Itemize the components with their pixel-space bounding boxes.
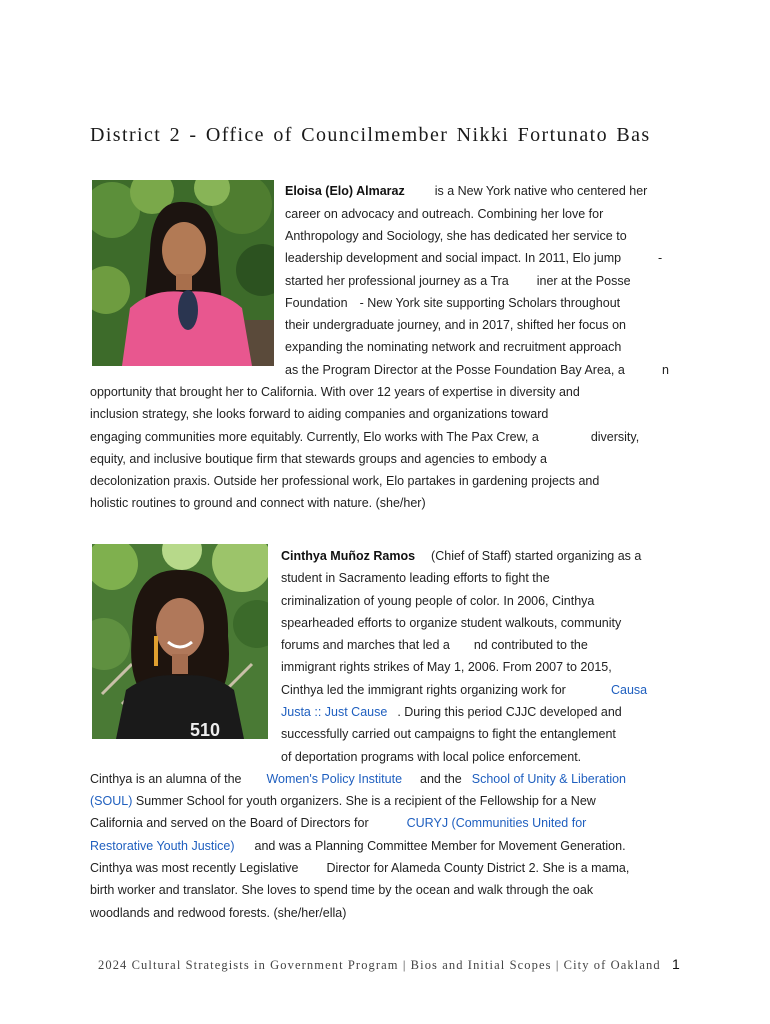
bio2-line-15 (90, 860, 629, 876)
bio2-text: nd contributed to the (473, 638, 588, 652)
bio1-line-8: expanding the nominating network and recruitment approach (285, 340, 622, 354)
bio1-line-9-end: n (662, 363, 669, 377)
svg-text:510: 510 (190, 720, 221, 739)
bio2-name: Cinthya Muñoz Ramos (281, 549, 416, 563)
bio2-line-12 (90, 793, 596, 809)
bio1-text: started her professional journey as a Tra (285, 274, 509, 288)
bio2-line-3: criminalization of young people of color. In 2006, Cinthya (281, 594, 595, 608)
photo-eloisa (92, 180, 274, 366)
bio1-line-6 (285, 295, 620, 311)
bio2-line-13 (90, 815, 586, 831)
page-number: 1 (672, 956, 680, 972)
bio1-line-11: inclusion strategy, she looks forward to aiding companies and organizations toward (90, 407, 549, 421)
bio2-line-6: immigrant rights strikes of May 1, 2006. From 2007 to 2015, (281, 660, 612, 674)
curyj-link[interactable]: CURYJ (Communities United for (406, 816, 587, 830)
bio2-line-1 (281, 548, 641, 564)
photo-cinthya (92, 544, 268, 739)
bio1-text: iner at the Posse (536, 274, 631, 288)
bio2-text: and was a Planning Committee Member for Movement Generation. (254, 839, 626, 853)
womens-policy-institute-link[interactable]: Women's Policy Institute (266, 772, 403, 786)
bio2-text: Summer School for youth organizers. She is a recipient of the Fellowship for a New (135, 794, 596, 808)
bio2-line-17: woodlands and redwood forests. (she/her/ella) (90, 906, 347, 920)
bio2-text: and the (420, 772, 462, 786)
bio1-line-13: equity, and inclusive boutique firm that stewards groups and agencies to embody a (90, 452, 547, 466)
bio2-line-7: Cinthya led the immigrant rights organizing work for (281, 683, 566, 697)
bio2-line-10: of deportation programs with local police enforcement. (281, 750, 582, 764)
bio2-text: forums and marches that led a (281, 638, 450, 652)
bio2-line-9: successfully carried out campaigns to fight the entanglement (281, 727, 616, 741)
bio2-text: . During this period CJJC developed and (397, 705, 622, 719)
bio1-line-9: as the Program Director at the Posse Foundation Bay Area, a (285, 363, 625, 377)
bio1-line-10: opportunity that brought her to California. With over 12 years of expertise in diversity and (90, 385, 580, 399)
bio1-text: diversity, (590, 430, 640, 444)
bio1-line-5 (285, 273, 631, 289)
bio2-line-16: birth worker and translator. She loves to spend time by the ocean and walk through the oak (90, 883, 594, 897)
bio1-line-14: decolonization praxis. Outside her professional work, Elo partakes in gardening projects and (90, 474, 600, 488)
bio2-line-5 (281, 637, 588, 653)
bio1-line-1 (285, 183, 647, 199)
bio1-line-7: their undergraduate journey, and in 2017, shifted her focus on (285, 318, 626, 332)
bio2-line-2: student in Sacramento leading efforts to fight the (281, 571, 550, 585)
bio2-line-8 (281, 704, 622, 720)
bio1-text: engaging communities more equitably. Currently, Elo works with The Pax Crew, a (90, 430, 539, 444)
bio2-text: California and served on the Board of Directors for (90, 816, 369, 830)
school-of-unity-link[interactable]: School of Unity & Liberation (471, 772, 627, 786)
bio2-text: Director for Alameda County District 2. She is a mama, (326, 861, 630, 875)
curyj-link-cont[interactable]: Restorative Youth Justice) (90, 839, 235, 853)
bio1-text: is a New York native who centered her (434, 184, 648, 198)
bio2-line-4: spearheaded efforts to organize student walkouts, community (281, 616, 622, 630)
bio2-text: (Chief of Staff) started organizing as a (431, 549, 642, 563)
bio2-line-11 (90, 771, 626, 787)
bio1-name: Eloisa (Elo) Almaraz (285, 184, 405, 198)
page-title: District 2 - Office of Councilmember Nikki Fortunato Bas (90, 124, 651, 146)
portrait-photo-icon (92, 544, 268, 739)
causa-link[interactable]: Causa (611, 683, 648, 697)
bio1-line-2: career on advocacy and outreach. Combining her love for (285, 207, 604, 221)
portrait-photo-icon (92, 180, 274, 366)
bio1-text: - New York site supporting Scholars throughout (359, 296, 621, 310)
bio1-line-12 (90, 429, 639, 445)
bio1-line-4: leadership development and social impact. In 2011, Elo jump (285, 251, 622, 265)
bio1-line-4-dash: - (658, 251, 663, 265)
bio1-line-15: holistic routines to ground and connect with nature. (she/her) (90, 496, 426, 510)
bio2-text: Cinthya is an alumna of the (90, 772, 242, 786)
soul-link[interactable]: (SOUL) (90, 794, 133, 808)
bio2-text: Cinthya was most recently Legislative (90, 861, 299, 875)
bio2-line-14 (90, 838, 626, 854)
bio1-text: Foundation (285, 296, 348, 310)
causa-justa-link[interactable]: Justa :: Just Cause (281, 705, 388, 719)
page-footer: 2024 Cultural Strategists in Government Program | Bios and Initial Scopes | City of Oakland (98, 958, 661, 972)
bio1-line-3: Anthropology and Sociology, she has dedicated her service to (285, 229, 627, 243)
